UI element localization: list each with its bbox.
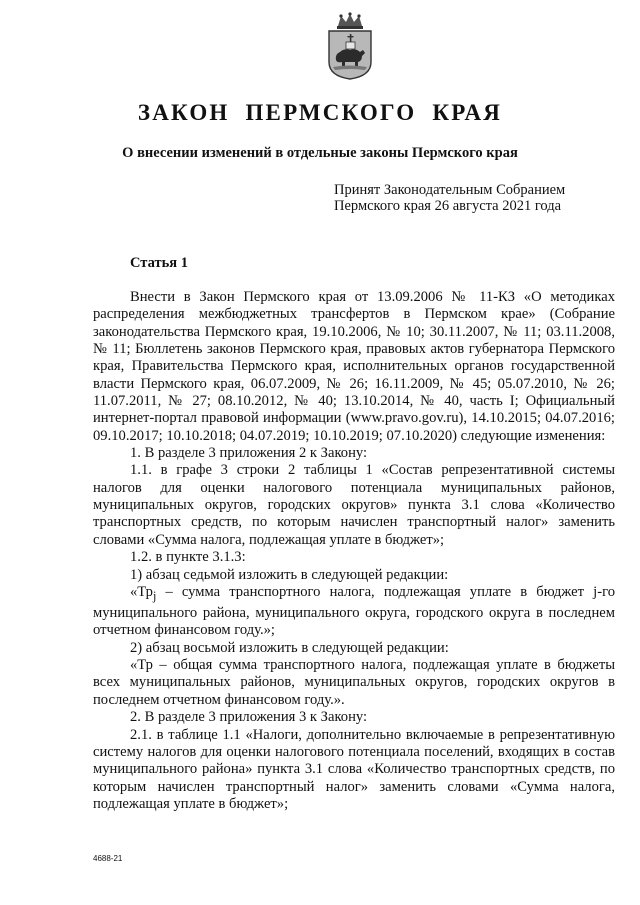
- paragraph-formula-tr: «Тр – общая сумма транспортного налога, подлежащая уплате в бюджеты всех муниципальных районов, муниципальных округов, городских округов в последнем отчетном финансовом году.».: [93, 657, 615, 708]
- article-body: [93, 289, 615, 813]
- paragraph-item-2: 2) абзац восьмой изложить в следующей редакции:: [130, 639, 449, 656]
- formula-subscript: j: [152, 588, 157, 603]
- perm-krai-coat-of-arms-icon: [325, 12, 375, 80]
- formula-symbol: «Тр: [130, 583, 153, 600]
- paragraph-section-1: 1. В разделе 3 приложения 2 к Закону:: [130, 445, 368, 462]
- document-number: 4688-21: [93, 854, 123, 863]
- paragraph-2-1: 2.1. в таблице 1.1 «Налоги, дополнительно включаемые в репрезентативную систему налогов для оценки налогового потенциала поселений, входящих в состав муниципального района» пункта 3.1 слова «Количество транспортных средств, по которым начислен транспортный налог» заменить словами «Сумма налога, подлежащая уплате в бюджет»;: [93, 726, 615, 812]
- adoption-note: [334, 182, 614, 214]
- paragraph-intro: Внести в Закон Пермского края от 13.09.2006 № 11-КЗ «О методиках распределения межбюджетных трансфертов в Пермском крае» (Собрание законодательства Пермского края, 19.10.2006, № 10; 30.11.2007, № 11; 03.11.2008, № 11; Бюллетень законов Пермского края, правовых актов губернатора Пермского края, Правительства Пермского края, исполнительных органов государственной власти Пермского края, 06.07.2009, № 26; 16.11.2009, № 45; 05.07.2010, № 26; 11.07.2011, № 27; 08.10.2012, № 40; 13.10.2014, № 40, часть I; Официальный интернет-портал правовой информации (www.pravo.gov.ru), 14.10.2015; 04.07.2016; 09.10.2017; 10.10.2018; 04.07.2019; 10.10.2019; 07.10.2020) следующие изменения:: [93, 289, 615, 444]
- paragraph-1-1: 1.1. в графе 3 строки 2 таблицы 1 «Состав репрезентативной системы налогов для оценки налогового потенциала муниципальных районов, муниципальных округов, городских округов» пункта 3.1 слова «Количество транспортных средств, по которым начислен транспортный налог» заменить словами «Сумма налога, подлежащая уплате в бюджет»;: [93, 462, 615, 548]
- paragraph-item-1: 1) абзац седьмой изложить в следующей редакции:: [130, 566, 449, 583]
- paragraph-1-2: 1.2. в пункте 3.1.3:: [130, 549, 246, 566]
- paragraph-formula-trj: [93, 584, 615, 640]
- adoption-line-2: Пермского края 26 августа 2021 года: [334, 198, 562, 214]
- formula-definition: – сумма транспортного налога, подлежащая уплате в бюджет j-го муниципального района, муниципального округа, городского округа в последнем отчетном финансовом году.»;: [93, 583, 615, 639]
- law-title: ЗАКОН ПЕРМСКОГО КРАЯ: [137, 100, 503, 125]
- adoption-line-1: Принят Законодательным Собранием: [334, 182, 566, 198]
- law-subtitle: О внесении изменений в отдельные законы Пермского края: [122, 145, 518, 161]
- article-heading: Статья 1: [130, 255, 188, 271]
- paragraph-section-2: 2. В разделе 3 приложения 3 к Закону:: [130, 709, 368, 726]
